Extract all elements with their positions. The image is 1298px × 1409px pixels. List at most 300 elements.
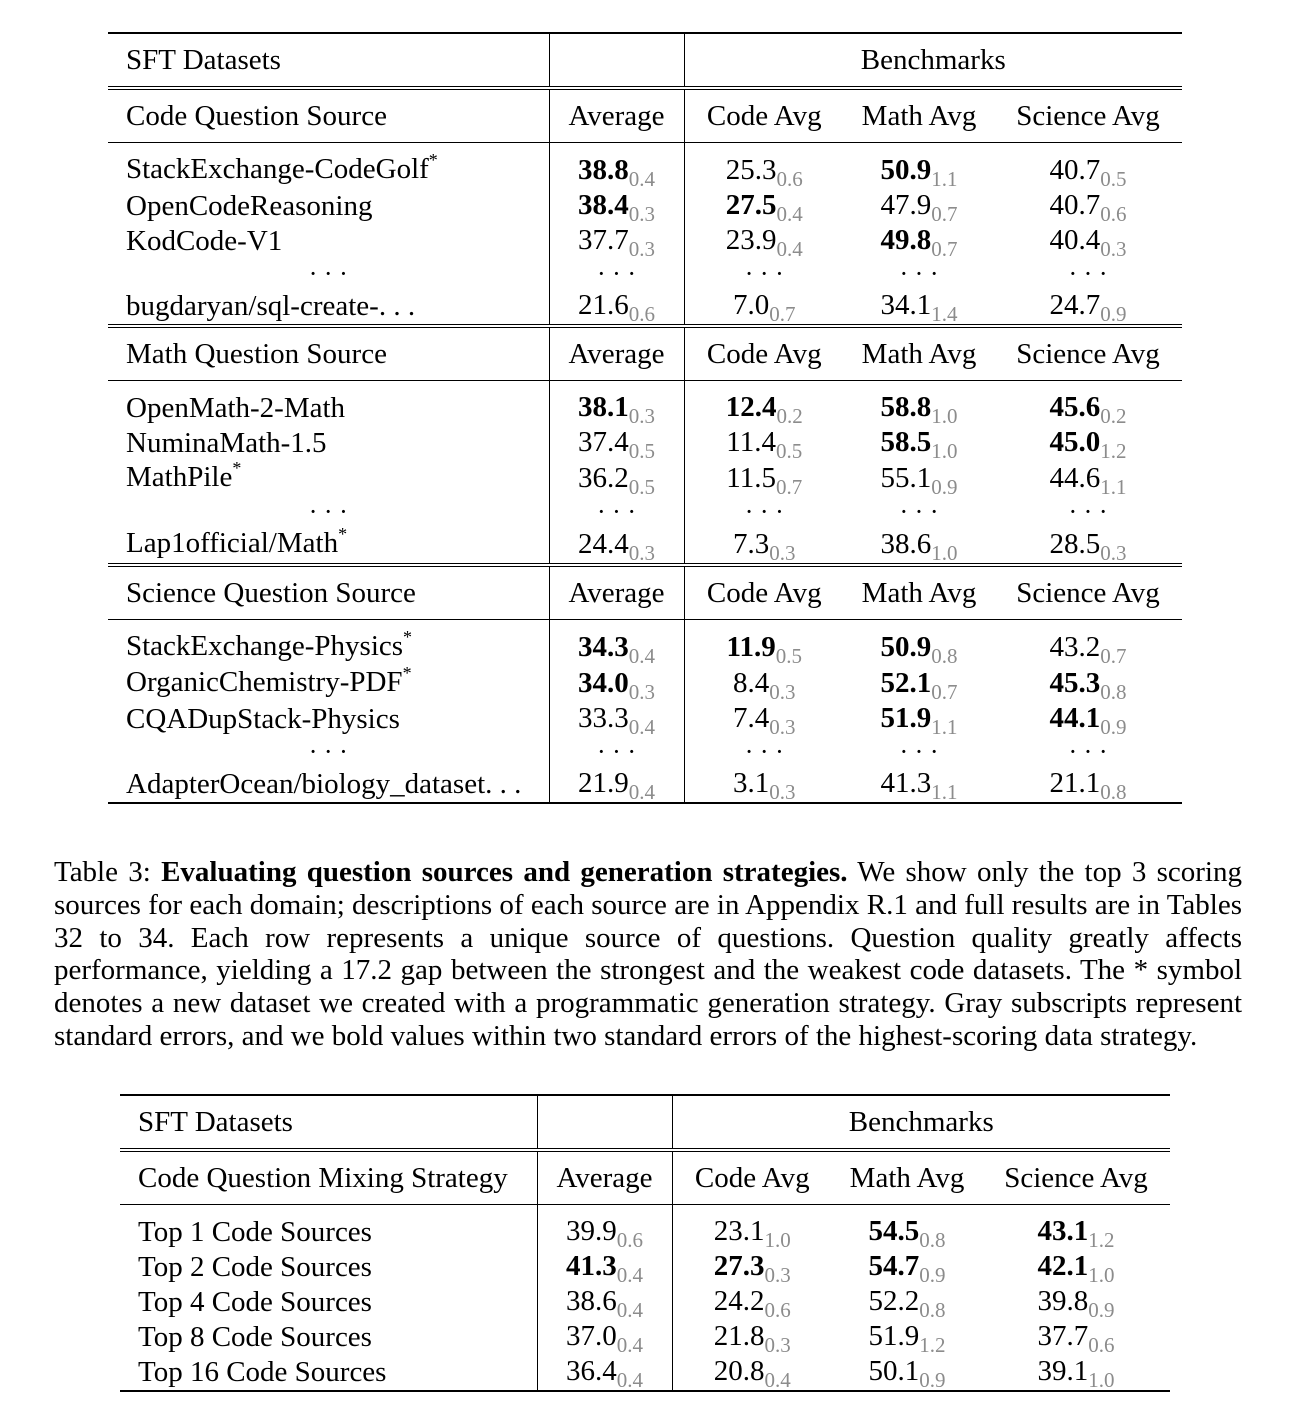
value-cell — [549, 666, 684, 702]
ellipsis: · · · — [308, 737, 348, 766]
value-cell — [844, 666, 994, 702]
column-header-label: Code Avg — [706, 338, 822, 370]
std-error: 1.2 — [1088, 1228, 1115, 1252]
ellipsis: · · · — [1068, 737, 1108, 766]
ellipsis: · · · — [597, 737, 636, 766]
ellipsis-row — [108, 497, 1182, 527]
column-header-label: Math Avg — [861, 100, 977, 132]
spacer-row — [108, 620, 1182, 631]
std-error: 0.3 — [769, 679, 796, 704]
value-cell — [549, 224, 684, 259]
value: 39.1 — [1037, 1355, 1089, 1387]
std-error: 0.6 — [628, 302, 655, 326]
ellipsis: · · · — [744, 497, 784, 526]
value: 11.4 — [726, 426, 776, 458]
column-header-label: Average — [568, 338, 665, 370]
value-cell — [844, 461, 994, 497]
std-error: 1.1 — [931, 166, 958, 191]
source-name — [108, 189, 549, 224]
std-error: 0.7 — [775, 474, 803, 499]
ellipsis: · · · — [308, 497, 348, 526]
table-row — [108, 630, 1182, 666]
value-cell — [994, 189, 1182, 224]
spacer-cell — [994, 381, 1182, 392]
std-error: 0.7 — [769, 302, 796, 326]
value-cell — [844, 527, 994, 565]
table-header-row — [120, 1095, 1170, 1150]
source-label: StackExchange-Physics — [126, 630, 404, 662]
column-header-row — [108, 326, 1182, 381]
column-header — [994, 88, 1182, 143]
std-error: 0.3 — [1100, 540, 1127, 565]
column-header-label: Science Avg — [1016, 338, 1160, 370]
table-row — [108, 426, 1182, 461]
section-title — [108, 565, 549, 620]
column-header-row — [108, 88, 1182, 143]
section-title — [108, 326, 549, 381]
source-name — [120, 1320, 537, 1355]
source-label: OrganicChemistry-PDF — [126, 666, 403, 698]
value: 58.8 — [880, 391, 932, 423]
header-spacer — [537, 1095, 672, 1150]
header-benchmarks-label: Benchmarks — [860, 44, 1006, 76]
std-error: 0.9 — [1088, 1298, 1115, 1322]
value: 38.6 — [566, 1285, 617, 1317]
value-cell — [684, 767, 844, 803]
std-error: 0.4 — [616, 1333, 643, 1357]
source-label: Top 4 Code Sources — [138, 1286, 372, 1318]
value: 21.8 — [713, 1320, 765, 1352]
header-benchmarks — [672, 1095, 1170, 1150]
ellipsis: · · · — [1068, 259, 1108, 288]
std-error: 0.3 — [628, 540, 655, 565]
source-label: StackExchange-CodeGolf — [126, 153, 429, 185]
spacer-row — [108, 143, 1182, 154]
ellipsis-cell — [844, 497, 994, 527]
source-label: bugdaryan/sql-create-. . . — [126, 290, 416, 322]
value: 20.8 — [713, 1355, 765, 1387]
value-cell — [994, 527, 1182, 565]
source-label: MathPile — [126, 461, 233, 493]
table-row — [120, 1355, 1170, 1391]
section-title-label: Science Question Source — [126, 577, 416, 609]
header-spacer — [549, 33, 684, 88]
std-error: 0.7 — [931, 202, 958, 226]
std-error: 0.5 — [628, 439, 655, 463]
value-cell — [844, 767, 994, 803]
ellipsis-cell — [108, 497, 549, 527]
spacer-cell — [684, 620, 844, 631]
section-title-label: Math Question Source — [126, 338, 387, 370]
value: 12.4 — [725, 391, 777, 423]
column-header-label: Math Avg — [849, 1162, 965, 1194]
table-row — [120, 1215, 1170, 1250]
table-row — [120, 1320, 1170, 1355]
std-error: 0.6 — [1100, 202, 1127, 226]
value: 39.8 — [1037, 1285, 1089, 1317]
std-error: 1.0 — [1088, 1368, 1115, 1392]
header-benchmarks-label: Benchmarks — [848, 1106, 994, 1138]
value: 25.3 — [725, 153, 777, 186]
column-header — [832, 1150, 982, 1205]
new-dataset-marker: * — [403, 627, 413, 647]
std-error: 0.2 — [776, 404, 803, 428]
value: 43.2 — [1049, 630, 1101, 663]
value: 47.9 — [880, 189, 932, 221]
value-cell — [684, 289, 844, 326]
source-name — [120, 1355, 537, 1391]
std-error: 0.8 — [1100, 679, 1127, 704]
column-header — [844, 88, 994, 143]
value: 52.2 — [868, 1285, 920, 1317]
std-error: 0.6 — [776, 166, 803, 191]
table-row — [108, 391, 1182, 426]
column-header — [994, 565, 1182, 620]
std-error: 1.0 — [1088, 1263, 1115, 1287]
column-header-label: Science Avg — [1004, 1162, 1148, 1194]
value: 34.0 — [578, 666, 629, 699]
std-error: 0.4 — [628, 715, 655, 739]
value-cell — [844, 289, 994, 326]
spacer-cell — [844, 143, 994, 154]
std-error: 0.3 — [628, 202, 655, 226]
column-header — [549, 88, 684, 143]
spacer-cell — [108, 143, 549, 154]
value-cell — [844, 630, 994, 666]
column-header-label: Math Avg — [861, 338, 977, 370]
value-cell — [684, 527, 844, 565]
value-cell — [832, 1355, 982, 1391]
std-error: 0.4 — [616, 1263, 643, 1287]
source-name — [108, 767, 549, 803]
value-cell — [982, 1250, 1170, 1285]
value: 37.4 — [578, 426, 629, 458]
ellipsis-cell — [994, 497, 1182, 527]
table-row — [108, 461, 1182, 497]
value: 50.1 — [868, 1355, 920, 1387]
section-title — [120, 1150, 537, 1205]
value: 44.1 — [1049, 702, 1101, 734]
std-error: 0.4 — [616, 1298, 643, 1322]
value-cell — [684, 189, 844, 224]
value: 7.4 — [733, 702, 770, 734]
value: 55.1 — [880, 461, 932, 494]
column-header-label: Code Avg — [706, 100, 822, 132]
caption-title: Evaluating question sources and generation strategies. — [161, 856, 848, 888]
value: 58.5 — [880, 426, 932, 458]
table-row — [120, 1250, 1170, 1285]
value: 37.7 — [1037, 1320, 1089, 1352]
value-cell — [549, 189, 684, 224]
value-cell — [844, 391, 994, 426]
value-cell — [844, 426, 994, 461]
column-header-label: Science Avg — [1016, 577, 1160, 609]
std-error: 1.1 — [931, 715, 958, 739]
column-header-row — [108, 565, 1182, 620]
spacer-cell — [549, 381, 684, 392]
value-cell — [549, 426, 684, 461]
source-name — [108, 663, 549, 702]
ellipsis-cell — [684, 737, 844, 767]
value: 21.9 — [578, 767, 629, 799]
column-header — [537, 1150, 672, 1205]
value-cell — [684, 461, 844, 497]
value-cell — [549, 702, 684, 737]
table-caption — [54, 856, 1242, 1053]
column-header — [549, 326, 684, 381]
value: 45.0 — [1049, 426, 1101, 458]
value: 50.9 — [880, 630, 932, 663]
value-cell — [684, 666, 844, 702]
value: 36.2 — [578, 461, 629, 494]
source-label: AdapterOcean/biology_dataset. . . — [126, 768, 522, 800]
source-label: NuminaMath-1.5 — [126, 427, 327, 459]
source-name — [120, 1250, 537, 1285]
std-error: 0.4 — [616, 1368, 643, 1392]
value: 24.7 — [1049, 289, 1101, 321]
source-name — [120, 1215, 537, 1250]
header-benchmarks — [684, 33, 1182, 88]
value-cell — [672, 1320, 832, 1355]
std-error: 0.6 — [616, 1228, 643, 1252]
ellipsis-cell — [108, 737, 549, 767]
section-title-label: Code Question Source — [126, 100, 387, 132]
value: 40.7 — [1049, 189, 1101, 221]
value-cell — [994, 461, 1182, 497]
value-cell — [684, 426, 844, 461]
column-header — [549, 565, 684, 620]
value: 38.6 — [880, 527, 932, 560]
ellipsis: · · · — [899, 737, 939, 766]
column-header — [684, 326, 844, 381]
value-cell — [982, 1320, 1170, 1355]
caption-text: We show only the top 3 scoring sources for each domain; descriptions of each source are in Appendix R.1 and full results are in Tables 32 to 34. Each row represents a unique source of questions. Question quality greatly affects performance, yielding a 17.2 gap between the strongest and the weakest code datasets. The * symbol denotes a new dataset we created with a programmatic generation strategy. Gray subscripts represent standard errors, and we bold values within two standard errors of the highest-scoring data strategy. — [54, 856, 1242, 1052]
value-cell — [684, 153, 844, 189]
column-header — [672, 1150, 832, 1205]
std-error: 0.5 — [628, 474, 655, 499]
section-title — [108, 88, 549, 143]
column-header-label: Code Avg — [706, 577, 822, 609]
std-error: 1.0 — [931, 439, 958, 463]
column-header — [844, 565, 994, 620]
std-error: 0.4 — [764, 1368, 791, 1392]
value-cell — [672, 1355, 832, 1391]
ellipsis-cell — [844, 259, 994, 289]
value: 11.5 — [726, 461, 776, 494]
value: 45.3 — [1049, 666, 1101, 699]
value-cell — [982, 1215, 1170, 1250]
source-name — [108, 150, 549, 189]
column-header-label: Average — [556, 1162, 653, 1194]
std-error: 0.6 — [1088, 1333, 1115, 1357]
value-cell — [549, 289, 684, 326]
value: 52.1 — [880, 666, 932, 699]
std-error: 1.0 — [931, 540, 958, 565]
value-cell — [684, 702, 844, 737]
std-error: 0.6 — [764, 1298, 791, 1322]
ellipsis-cell — [684, 497, 844, 527]
value-cell — [549, 391, 684, 426]
value-cell — [537, 1285, 672, 1320]
value-cell — [537, 1320, 672, 1355]
value: 21.1 — [1049, 767, 1101, 799]
value-cell — [844, 153, 994, 189]
value: 49.8 — [880, 224, 932, 256]
std-error: 0.4 — [628, 166, 655, 191]
spacer-row — [120, 1205, 1170, 1216]
value-cell — [832, 1215, 982, 1250]
ellipsis: · · · — [899, 497, 939, 526]
value: 40.4 — [1049, 224, 1101, 256]
column-header — [684, 88, 844, 143]
std-error: 0.3 — [764, 1263, 791, 1287]
ellipsis: · · · — [744, 737, 784, 766]
std-error: 0.7 — [1100, 643, 1127, 668]
value: 33.3 — [578, 702, 629, 734]
source-label: CQADupStack-Physics — [126, 703, 400, 735]
ellipsis-cell — [549, 497, 684, 527]
source-name — [108, 391, 549, 426]
spacer-cell — [994, 620, 1182, 631]
value: 41.3 — [880, 767, 932, 799]
value-cell — [672, 1215, 832, 1250]
value: 34.1 — [880, 289, 932, 321]
new-dataset-marker: * — [428, 150, 438, 170]
value: 11.9 — [726, 630, 776, 663]
std-error: 0.4 — [628, 780, 655, 804]
ellipsis-row — [108, 259, 1182, 289]
value-cell — [994, 630, 1182, 666]
value-cell — [994, 224, 1182, 259]
std-error: 0.7 — [931, 679, 958, 704]
std-error: 0.5 — [775, 643, 802, 668]
ellipsis-cell — [108, 259, 549, 289]
table-row — [108, 289, 1182, 326]
value-cell — [684, 391, 844, 426]
spacer-cell — [672, 1205, 832, 1216]
value-cell — [537, 1215, 672, 1250]
column-header-label: Average — [568, 577, 665, 609]
ellipsis-cell — [684, 259, 844, 289]
std-error: 0.9 — [1100, 302, 1127, 326]
value-cell — [994, 666, 1182, 702]
source-label: OpenCodeReasoning — [126, 190, 373, 222]
std-error: 0.5 — [775, 439, 803, 463]
source-name — [108, 458, 549, 497]
value: 43.1 — [1037, 1215, 1089, 1247]
std-error: 0.5 — [1100, 166, 1127, 191]
std-error: 0.4 — [776, 202, 803, 226]
value: 44.6 — [1049, 461, 1101, 494]
section-title-label: Code Question Mixing Strategy — [138, 1162, 508, 1194]
ellipsis: · · · — [899, 259, 939, 288]
value: 51.9 — [880, 702, 932, 734]
source-name — [108, 224, 549, 259]
table-row — [120, 1285, 1170, 1320]
spacer-cell — [844, 381, 994, 392]
value-cell — [994, 426, 1182, 461]
value: 51.9 — [868, 1320, 920, 1352]
value: 23.1 — [713, 1215, 765, 1247]
source-name — [108, 289, 549, 326]
value-cell — [549, 767, 684, 803]
value: 24.4 — [578, 527, 629, 560]
value: 41.3 — [566, 1250, 617, 1282]
std-error: 0.8 — [931, 643, 958, 668]
source-label: Lap1official/Math — [126, 527, 339, 559]
value-cell — [844, 189, 994, 224]
value-cell — [684, 224, 844, 259]
value-cell — [994, 153, 1182, 189]
value: 3.1 — [733, 767, 770, 799]
value: 7.3 — [733, 527, 770, 560]
std-error: 0.7 — [931, 237, 958, 261]
std-error: 0.3 — [769, 540, 796, 565]
value: 40.7 — [1049, 153, 1101, 186]
source-name — [120, 1285, 537, 1320]
value-cell — [844, 224, 994, 259]
source-label: Top 8 Code Sources — [138, 1321, 372, 1353]
header-left-label: SFT Datasets — [126, 44, 281, 76]
std-error: 0.3 — [769, 715, 796, 739]
new-dataset-marker: * — [402, 663, 412, 683]
std-error: 0.4 — [776, 237, 803, 261]
std-error: 1.0 — [931, 404, 958, 428]
table-row — [108, 767, 1182, 803]
source-label: Top 16 Code Sources — [138, 1356, 387, 1388]
ellipsis-cell — [844, 737, 994, 767]
spacer-cell — [684, 143, 844, 154]
value-cell — [832, 1250, 982, 1285]
std-error: 0.9 — [931, 474, 958, 499]
std-error: 0.8 — [919, 1298, 946, 1322]
source-label: Top 1 Code Sources — [138, 1216, 372, 1248]
spacer-cell — [994, 143, 1182, 154]
ellipsis-cell — [549, 259, 684, 289]
value: 24.2 — [713, 1285, 765, 1317]
value-cell — [994, 702, 1182, 737]
column-header-row — [120, 1150, 1170, 1205]
value-cell — [537, 1250, 672, 1285]
std-error: 1.1 — [1100, 474, 1127, 499]
header-left — [120, 1095, 537, 1150]
value: 54.5 — [868, 1215, 920, 1247]
source-name — [108, 426, 549, 461]
std-error: 0.4 — [628, 643, 655, 668]
header-left-label: SFT Datasets — [138, 1106, 293, 1138]
value: 36.4 — [566, 1355, 617, 1387]
value-cell — [672, 1250, 832, 1285]
column-header-label: Math Avg — [861, 577, 977, 609]
value: 28.5 — [1049, 527, 1101, 560]
column-header — [684, 565, 844, 620]
value-cell — [994, 767, 1182, 803]
std-error: 1.2 — [1100, 439, 1127, 463]
std-error: 0.9 — [1100, 715, 1127, 739]
std-error: 0.3 — [764, 1333, 791, 1357]
value-cell — [537, 1355, 672, 1391]
std-error: 0.3 — [628, 237, 655, 261]
value: 37.7 — [578, 224, 629, 256]
spacer-cell — [549, 143, 684, 154]
value: 50.9 — [880, 153, 932, 186]
source-name — [108, 524, 549, 565]
ellipsis: · · · — [597, 259, 636, 288]
std-error: 0.3 — [769, 780, 796, 804]
ellipsis-row — [108, 737, 1182, 767]
table-header-row — [108, 33, 1182, 88]
caption-label: Table 3: — [54, 856, 162, 888]
